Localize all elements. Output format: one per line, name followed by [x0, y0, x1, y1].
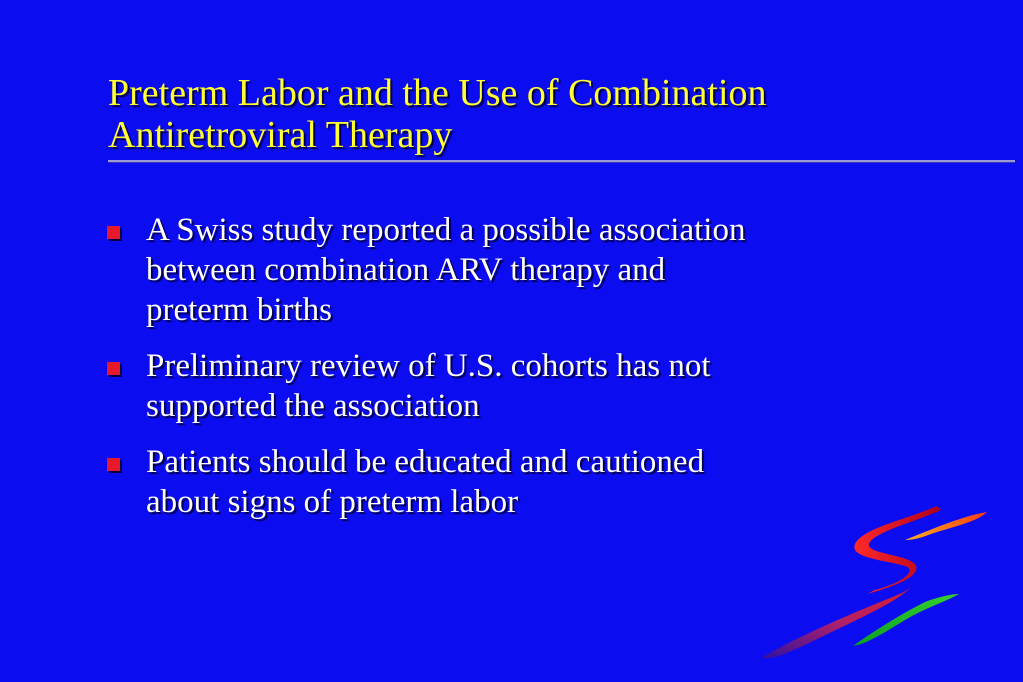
- bullet-text: [146, 210, 905, 330]
- bullet-line: between combination ARV therapy and: [146, 252, 666, 288]
- bullet-item: [105, 346, 905, 426]
- bullet-list: [105, 210, 905, 538]
- title-divider: [108, 160, 1015, 162]
- bullet-text: [146, 346, 905, 426]
- bullet-line: supported the association: [146, 388, 480, 424]
- square-bullet-icon: [107, 362, 120, 375]
- bullet-line: Preliminary review of U.S. cohorts has not: [146, 348, 711, 384]
- square-bullet-icon: [107, 458, 120, 471]
- square-bullet-icon: [107, 226, 120, 239]
- bullet-line: A Swiss study reported a possible association: [146, 212, 746, 248]
- slide-title-line: Antiretroviral Therapy: [108, 114, 453, 156]
- bullet-line: Patients should be educated and cautioned: [146, 444, 705, 480]
- slide-title: [108, 72, 988, 156]
- bullet-line: about signs of preterm labor: [146, 484, 519, 520]
- slide-title-line: Preterm Labor and the Use of Combination: [108, 72, 767, 114]
- bullet-line: preterm births: [146, 292, 333, 328]
- multicolor-swoosh-logo-icon: [755, 498, 995, 668]
- bullet-item: [105, 210, 905, 330]
